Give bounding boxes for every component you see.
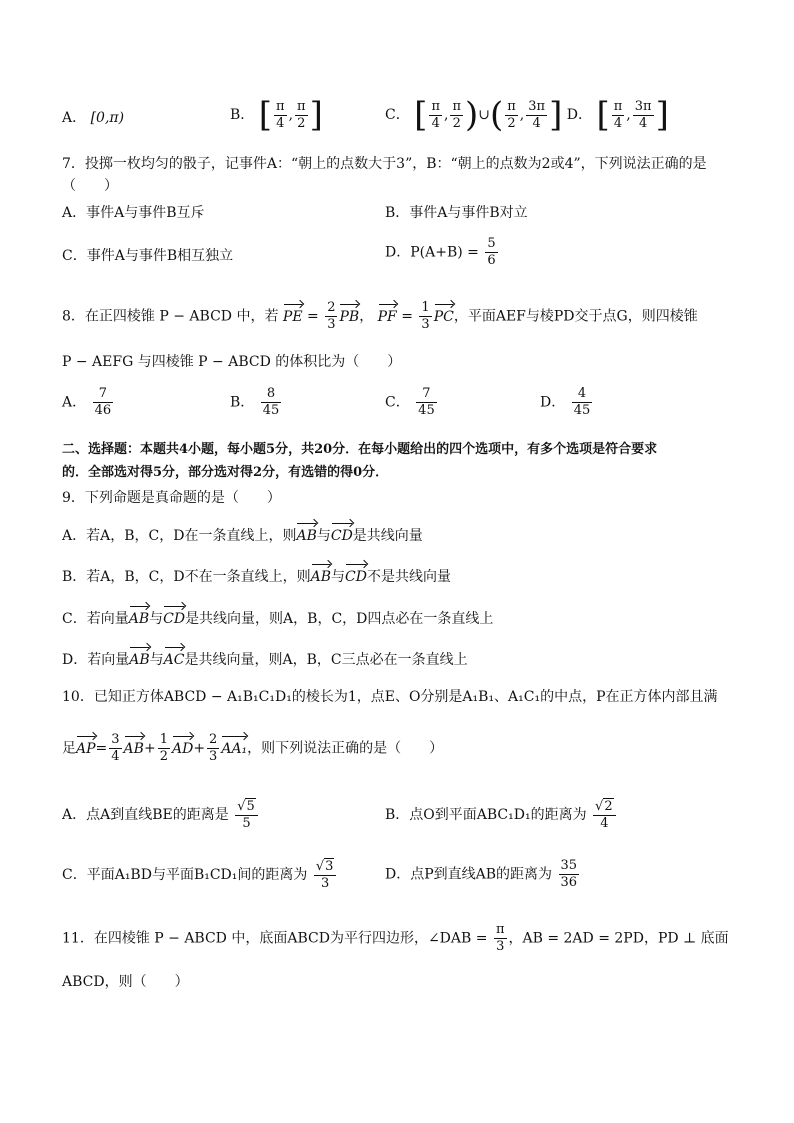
option-text: 是共线向量 (352, 528, 423, 544)
left-bracket: [ (414, 95, 428, 135)
q8-stem (62, 300, 698, 333)
option-label: B． (230, 107, 255, 123)
conjunction: 与 (149, 652, 164, 668)
left-bracket: [ (596, 95, 610, 135)
option-a-value: [0,π) (90, 110, 125, 126)
vector-pf: PF (377, 308, 397, 325)
conjunction: 与 (149, 611, 164, 627)
equals-sign: = (307, 308, 319, 325)
option-text: D．点P到直线AB的距离为 (385, 866, 553, 883)
q7-stem: 7．投掷一枚均匀的骰子，记事件A：“朝上的点数大于3”，B：“朝上的点数为2或4”，下列说法正确的是 (62, 156, 707, 172)
fraction: $\frac{√5}{5}$ (235, 798, 258, 832)
section-2-rules: 的．全部选对得5分，部分选对得2分，有选错的得0分． (62, 465, 389, 480)
vector-ab: AB (296, 528, 317, 544)
option-text: C．若向量 (62, 611, 129, 627)
section-2-heading: 二、选择题：本题共4小题，每小题5分，共20分．在每小题给出的四个选项中，有多个选项是符合要求 (62, 442, 658, 457)
q9-option-a[interactable] (62, 526, 423, 546)
left-bracket: [ (258, 95, 273, 135)
option-text: 是共线向量，则A，B，C三点必在一条直线上 (184, 652, 468, 668)
option-label: A． (62, 110, 87, 126)
right-paren: ) (464, 95, 479, 135)
vector-aa1: AA₁ (221, 740, 248, 757)
vector-ab: AB (310, 569, 332, 585)
fraction: $\frac{2}{3}$ (327, 300, 336, 332)
union-symbol: ∪ (478, 107, 490, 123)
option-label: D． (540, 394, 566, 411)
vector-pc: PC (433, 308, 454, 325)
equals-sign: = (95, 740, 108, 757)
fraction: $\frac{√2}{4}$ (593, 798, 616, 832)
fraction: $\frac{7}{46}$ (94, 386, 112, 418)
fraction: $\frac{\pi}{2}$ (452, 98, 461, 131)
q9-option-d[interactable] (62, 650, 468, 670)
fraction: $\frac{3\pi}{4}$ (528, 98, 546, 131)
q10-text: 足 (62, 740, 76, 757)
vector-pe: PE (282, 308, 303, 325)
q6-option-a[interactable] (62, 108, 124, 128)
fraction: $\frac{3}{4}$ (111, 732, 120, 764)
vector-ab: AB (129, 652, 150, 668)
q9-option-b[interactable] (62, 567, 451, 587)
plus-sign: + (193, 740, 206, 757)
q10-option-b[interactable] (385, 798, 618, 832)
fraction: $\frac{8}{45}$ (262, 386, 280, 418)
q10-option-d[interactable] (385, 858, 581, 891)
q7-option-b[interactable]: B．事件A与事件B对立 (385, 205, 528, 221)
q10-option-a[interactable] (62, 798, 260, 832)
q6-option-c[interactable]: C． [ $\frac{\pi}{4}$ , $\frac{\pi}{2}$ )∪( $\frac{\pi}{2}$ , $\frac{3\pi}{4}$ ] D． [ $\frac{\pi}{4}$ , $\frac{3\pi}{4}$ ] (385, 95, 669, 135)
q10-text: ，则下列说法正确的是（ ） (247, 740, 444, 757)
option-label: C． (385, 394, 410, 411)
q11-stem-line2: ABCD，则（ ） (62, 974, 189, 990)
option-text: A．若A，B，C，D在一条直线上，则 (62, 528, 297, 544)
option-text: C．平面A₁BD与平面B₁CD₁间的距离为 (62, 867, 308, 883)
fraction: $\frac{\pi}{4}$ (613, 98, 623, 131)
conjunction: 与 (331, 569, 346, 585)
q8-stem-prefix: 8．在正四棱锥 P − ABCD 中，若 (62, 308, 279, 325)
q8-option-b[interactable] (230, 386, 283, 419)
fraction: $\frac{35}{36}$ (560, 858, 578, 890)
q10-stem-line2 (62, 732, 443, 765)
q8-option-c[interactable] (385, 386, 439, 419)
conjunction: 与 (316, 528, 331, 544)
option-label: C． (385, 107, 410, 123)
fraction: $\frac{2}{3}$ (209, 732, 218, 764)
fraction: $\frac{1}{3}$ (421, 300, 430, 332)
left-paren: ( (489, 95, 504, 135)
option-text: 是共线向量，则A，B，C，D四点必在一条直线上 (185, 611, 494, 627)
option-text: D．若向量 (62, 652, 130, 668)
vector-ab: AB (128, 611, 150, 627)
q8-option-d[interactable] (540, 386, 594, 419)
q11-stem (62, 922, 729, 955)
q11-text: 11．在四棱锥 P − ABCD 中，底面ABCD为平行四边形，∠DAB = (62, 930, 488, 947)
q6-option-b[interactable]: B． [ $\frac{\pi}{4}$ , $\frac{\pi}{2}$ ] (230, 95, 323, 135)
comma: ， (359, 308, 374, 325)
q8-option-a[interactable] (62, 386, 115, 419)
vector-cd: CD (163, 611, 186, 627)
q7-option-a[interactable]: A．事件A与事件B互斥 (62, 205, 205, 221)
option-text: 不是共线向量 (366, 569, 451, 585)
option-text: B．点O到平面ABC₁D₁的距离为 (385, 807, 587, 823)
vector-ac: AC (163, 652, 185, 668)
plus-sign: + (143, 740, 156, 757)
vector-pb: PB (339, 308, 360, 325)
vector-ab: AB (123, 740, 144, 757)
fraction: $\frac{\pi}{3}$ (495, 922, 505, 954)
fraction: $\frac{\pi}{4}$ (276, 98, 285, 131)
q8-stem-suffix: ，平面AEF与棱PD交于点G，则四棱锥 (453, 308, 698, 325)
right-bracket: ] (655, 95, 669, 135)
fraction: $\frac{4}{45}$ (573, 386, 591, 418)
q7-option-d[interactable] (385, 236, 500, 269)
option-label: A． (62, 394, 87, 411)
right-bracket: ] (549, 95, 563, 135)
vector-cd: CD (330, 528, 353, 544)
fraction: $\frac{\pi}{2}$ (297, 98, 306, 131)
fraction: $\frac{\pi}{4}$ (431, 98, 440, 131)
option-label: B． (230, 394, 255, 411)
fraction: $\frac{7}{45}$ (418, 386, 435, 418)
q7-stem-paren: （ ） (62, 178, 118, 194)
vector-ad: AD (171, 740, 194, 757)
vector-ap: AP (76, 740, 96, 757)
equals-sign: = (401, 308, 413, 325)
fraction: $\frac{3\pi}{4}$ (634, 98, 652, 131)
vector-cd: CD (345, 569, 367, 585)
right-bracket: ] (309, 95, 323, 135)
option-text: B．若A，B，C，D不在一条直线上，则 (62, 569, 311, 585)
q11-text: ，AB = 2AD = 2PD，PD ⊥ 底面 (508, 930, 729, 947)
q10-option-c[interactable] (62, 858, 338, 892)
q10-stem: 10．已知正方体ABCD − A₁B₁C₁D₁的棱长为1，点E、O分别是A₁B₁、A₁C₁的中点，P在正方体内部且满 (62, 689, 718, 705)
q9-stem: 9．下列命题是真命题的是（ ） (62, 490, 281, 506)
fraction: $\frac{1}{2}$ (159, 732, 168, 764)
option-d-expression: D．P(A+B) = (385, 244, 479, 261)
fraction: $\frac{\pi}{2}$ (507, 98, 516, 131)
q7-option-c[interactable]: C．事件A与事件B相互独立 (62, 248, 234, 264)
fraction: $\frac{√3}{3}$ (314, 858, 337, 892)
q9-option-c[interactable] (62, 609, 493, 629)
option-label: D． (566, 107, 593, 123)
fraction: $\frac{5}{6}$ (487, 236, 496, 268)
q8-stem-line2: P − AEFG 与四棱锥 P − ABCD 的体积比为（ ） (62, 354, 402, 370)
option-text: A．点A到直线BE的距离是 (62, 807, 229, 823)
